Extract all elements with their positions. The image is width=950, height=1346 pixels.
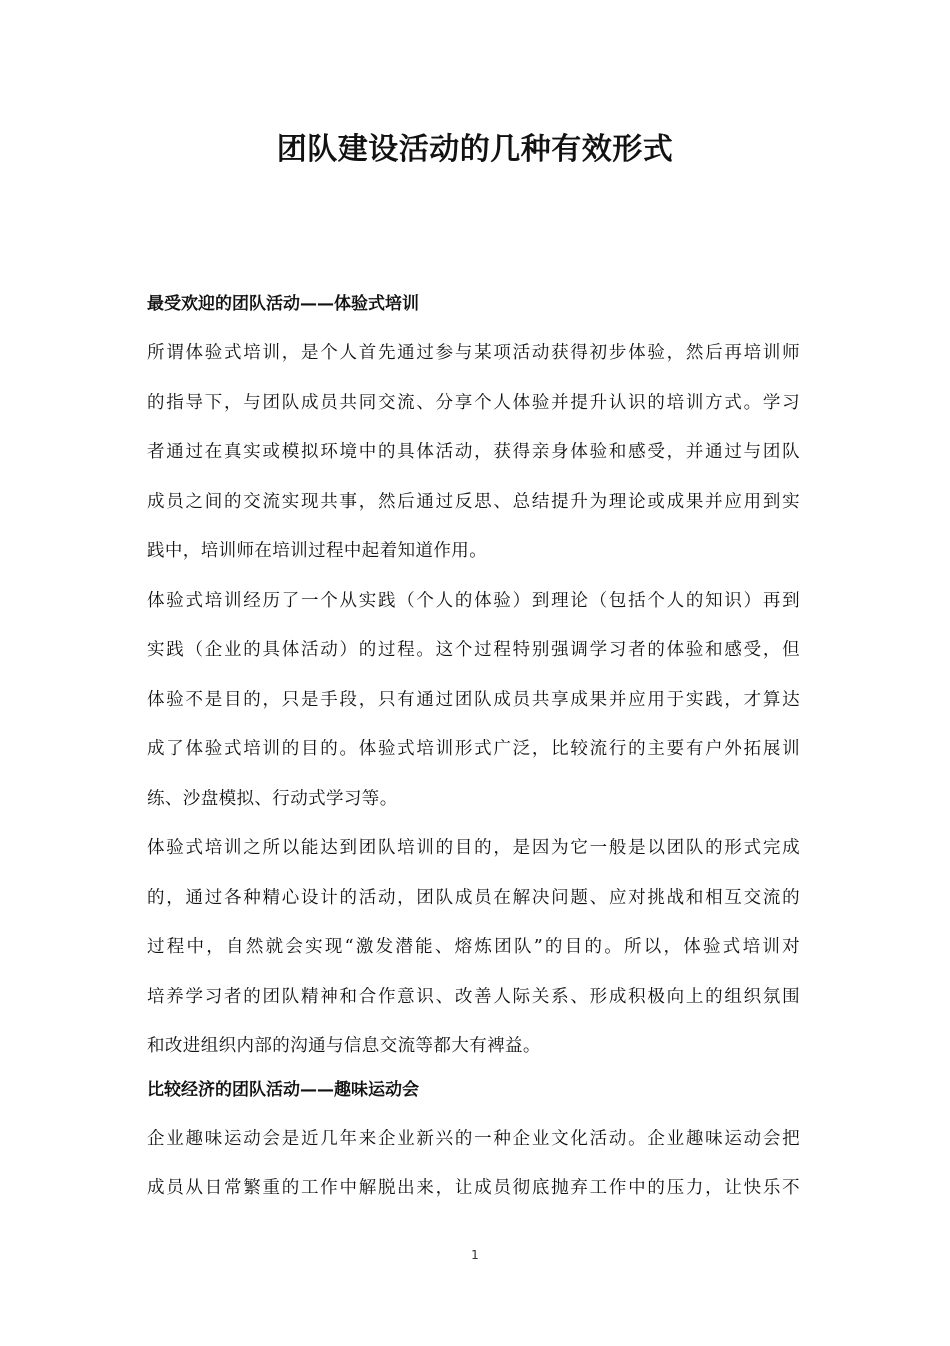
- text-line: 过程中，自然就会实现“激发潜能、熔炼团队”的目的。所以，体验式培训对: [147, 937, 800, 957]
- text-line: 者通过在真实或模拟环境中的具体活动，获得亲身体验和感受，并通过与团队: [147, 442, 800, 462]
- paragraph: [147, 1115, 800, 1214]
- text-line: 的，通过各种精心设计的活动，团队成员在解决问题、应对挑战和相互交流的: [147, 887, 800, 908]
- text-line: 成员之间的交流实现共事，然后通过反思、总结提升为理论或成果并应用到实: [147, 491, 800, 512]
- text-line: 体验不是目的，只是手段，只有通过团队成员共享成果并应用于实践，才算达: [147, 689, 800, 710]
- text-line: 体验式培训经历了一个从实践（个人的体验）到理论（包括个人的知识）再到: [147, 590, 800, 611]
- text-line: 践中，培训师在培训过程中起着知道作用。: [147, 541, 488, 561]
- paragraph: [147, 824, 800, 1072]
- paragraph: [147, 329, 800, 577]
- text-line: 体验式培训之所以能达到团队培训的目的，是因为它一般是以团队的形式完成: [147, 838, 800, 858]
- document-body: [147, 286, 800, 1214]
- text-line: 企业趣味运动会是近几年来企业新兴的一种企业文化活动。企业趣味运动会把: [147, 1128, 800, 1149]
- text-line: 所谓体验式培训，是个人首先通过参与某项活动获得初步体验，然后再培训师: [147, 343, 800, 363]
- page-number: 1: [471, 1248, 479, 1262]
- text-line: 练、沙盘模拟、行动式学习等。: [147, 788, 398, 809]
- text-line: 成员从日常繁重的工作中解脱出来，让成员彻底抛弃工作中的压力，让快乐不: [147, 1178, 800, 1198]
- paragraph: [147, 577, 800, 825]
- section-heading: 比较经济的团队活动——趣味运动会: [147, 1079, 419, 1100]
- text-line: 和改进组织内部的沟通与信息交流等都大有裨益。: [147, 1036, 541, 1056]
- section-heading: 最受欢迎的团队活动——体验式培训: [147, 294, 419, 314]
- text-line: 的指导下，与团队成员共同交流、分享个人体验并提升认识的培训方式。学习: [147, 392, 800, 413]
- document-title: 团队建设活动的几种有效形式: [276, 132, 674, 167]
- text-line: 培养学习者的团队精神和合作意识、改善人际关系、形成积极向上的组织氛围: [147, 986, 800, 1007]
- text-line: 成了体验式培训的目的。体验式培训形式广泛，比较流行的主要有户外拓展训: [147, 739, 800, 759]
- text-line: 实践（企业的具体活动）的过程。这个过程特别强调学习者的体验和感受，但: [147, 640, 800, 660]
